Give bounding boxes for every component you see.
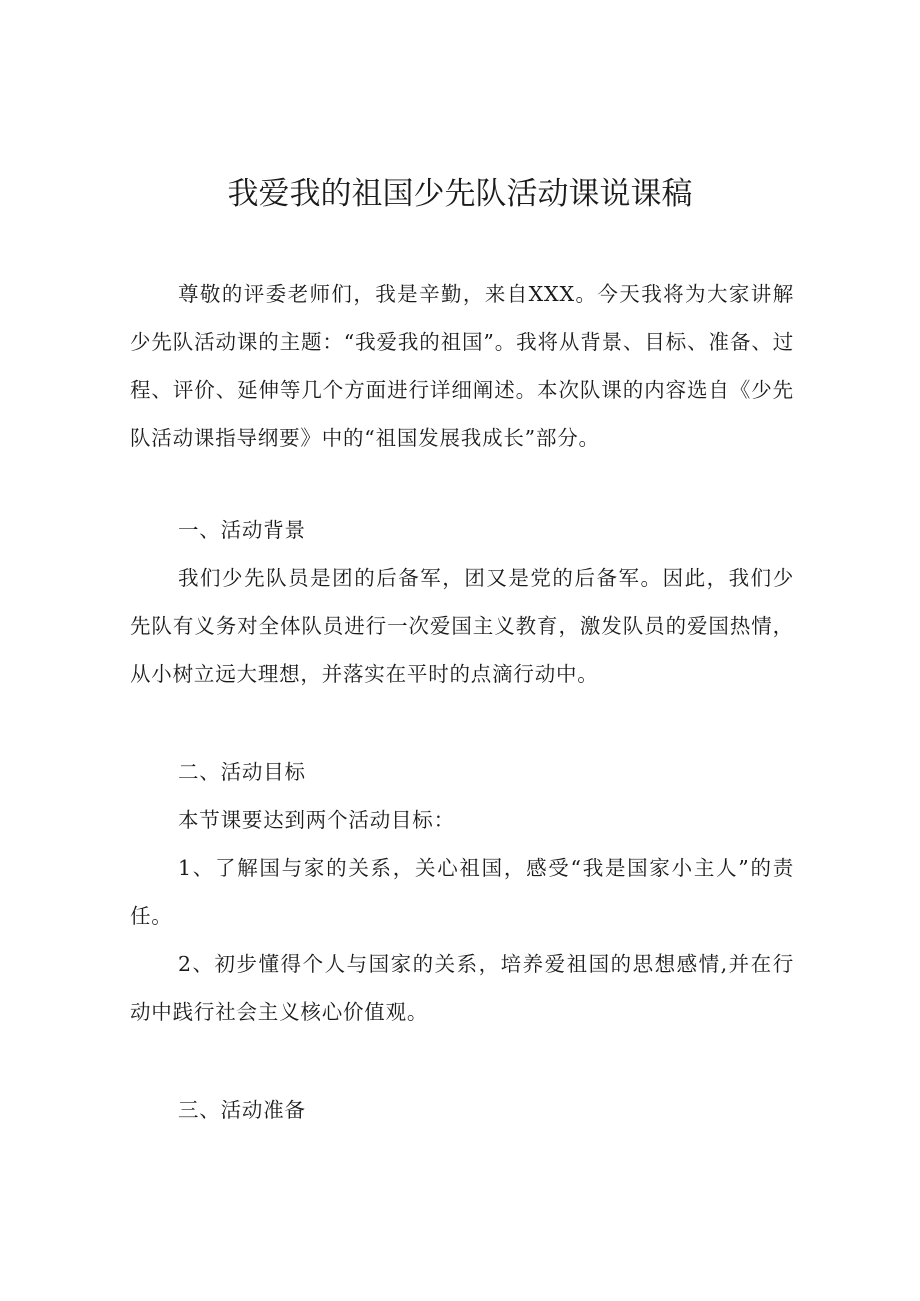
intro-paragraph: 尊敬的评委老师们，我是辛勤，来自XXX。今天我将为大家讲解少先队活动课的主题：“我爱我的祖国”。我将从背景、目标、准备、过程、评价、延伸等几个方面进行详细阐述。本次队课的内容选自《少先队活动课指导纲要》中的“祖国发展我成长”部分。 [130,282,794,450]
goal-item-2: 2、初步懂得个人与国家的关系，培养爱祖国的思想感情,并在行动中践行社会主义核心价值观。 [130,952,794,1024]
section-heading-background: 一、活动背景 [178,518,306,542]
section-heading-preparation: 三、活动准备 [178,1098,306,1122]
goals-intro-paragraph: 本节课要达到两个活动目标： [178,808,455,832]
background-paragraph: 我们少先队员是团的后备军，团又是党的后备军。因此，我们少先队有义务对全体队员进行一次爱国主义教育，激发队员的爱国热情，从小树立远大理想，并落实在平时的点滴行动中。 [130,566,794,686]
section-heading-goals: 二、活动目标 [178,760,306,784]
goal-item-1: 1、了解国与家的关系，关心祖国，感受“我是国家小主人”的责任。 [130,856,794,928]
document-title: 我爱我的祖国少先队活动课说课稿 [227,176,693,212]
